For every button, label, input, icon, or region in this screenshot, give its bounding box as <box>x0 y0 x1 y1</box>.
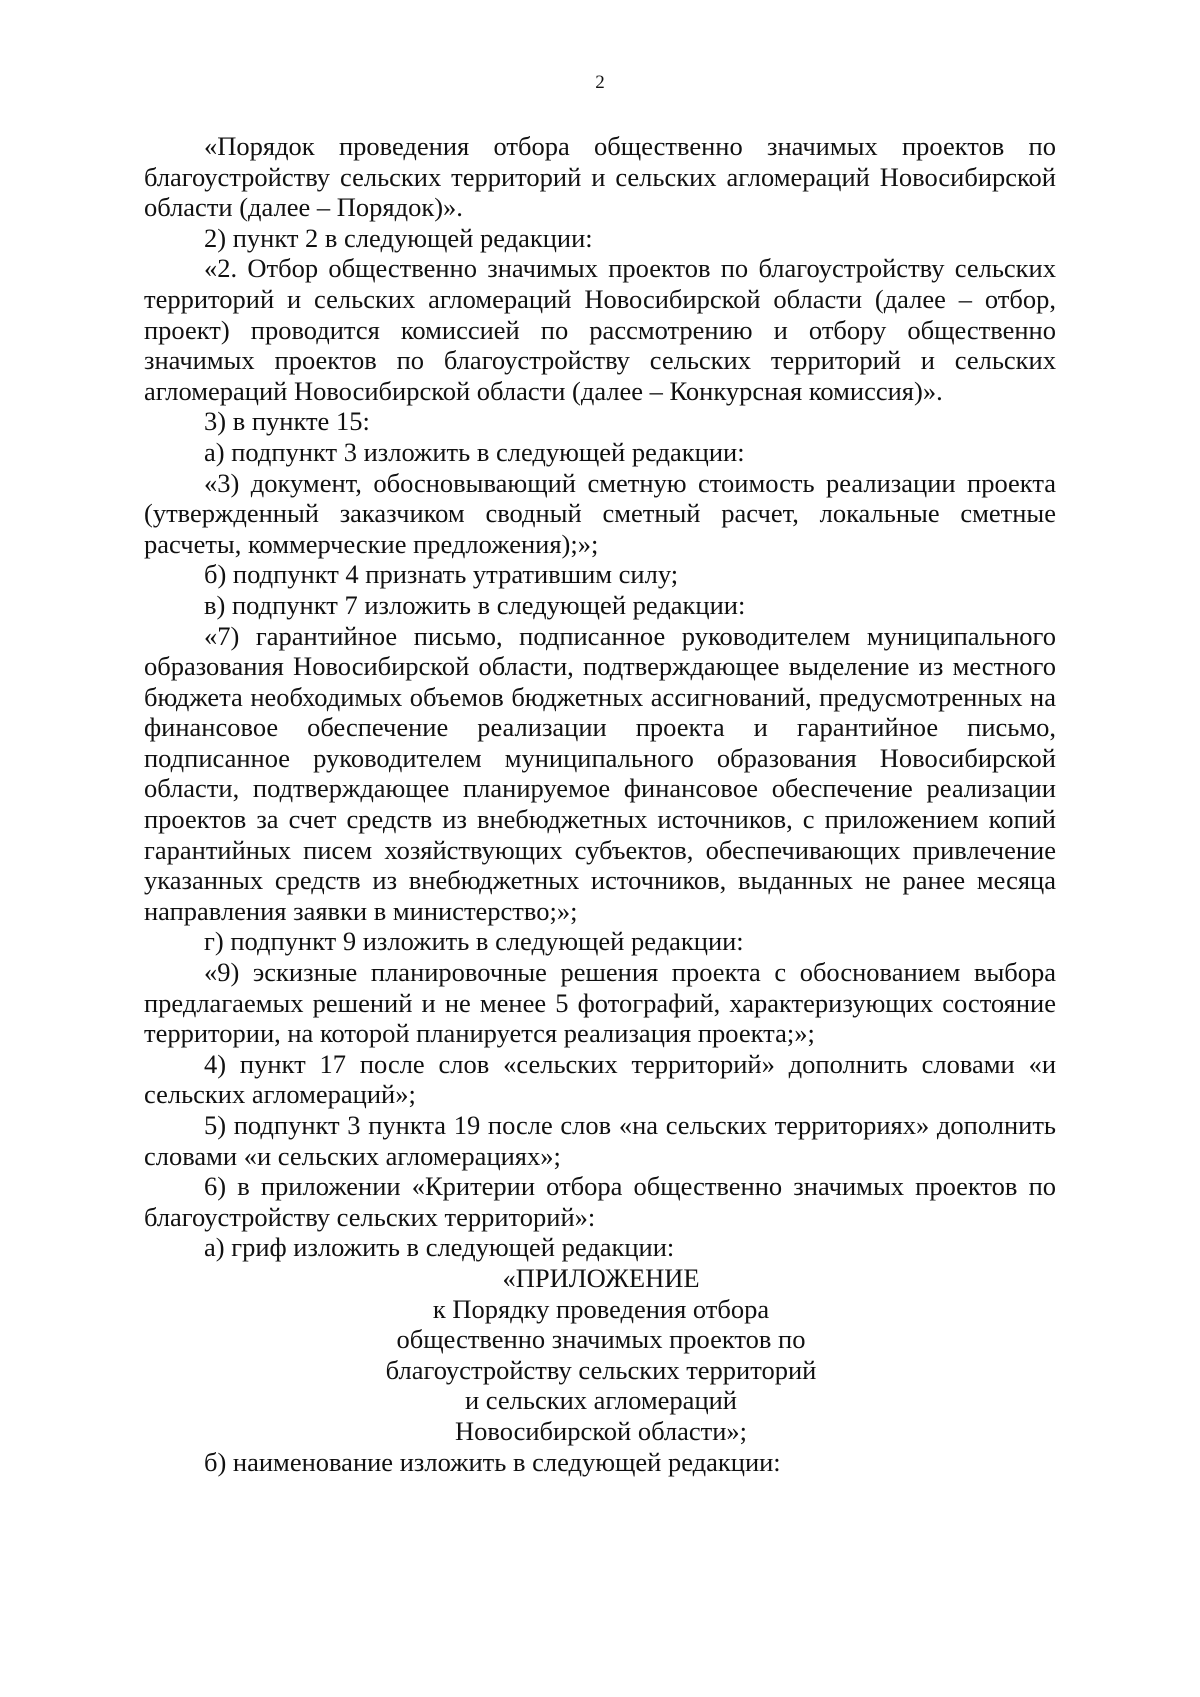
paragraph-procedure-title: «Порядок проведения отбора общественно значимых проектов по благоустройству сельских территорий и сельских агломераций Новосибирской области (далее – Порядок)». <box>144 131 1056 223</box>
paragraph-subitem-a: а) подпункт 3 изложить в следующей редакции: <box>204 436 745 467</box>
paragraph-subitem-b: б) подпункт 4 признать утратившим силу; <box>204 559 679 590</box>
paragraph-subitem-g: г) подпункт 9 изложить в следующей редакции: <box>204 926 744 957</box>
grif-line: общественно значимых проектов по <box>396 1324 806 1355</box>
grif-line: к Порядку проведения отбора <box>432 1293 770 1324</box>
grif-line: благоустройству сельских территорий <box>385 1354 817 1385</box>
document-body <box>144 131 1056 1477</box>
paragraph-item-3: 3) в пункте 15: <box>204 406 370 437</box>
paragraph-item-5: 5) подпункт 3 пункта 19 после слов «на сельских территориях» дополнить словами «и сельских агломерациях»; <box>144 1110 1056 1171</box>
grif-line: Новосибирской области»; <box>454 1415 748 1446</box>
paragraph-name-instruction: б) наименование изложить в следующей редакции: <box>204 1446 781 1477</box>
paragraph-grif-instruction: а) гриф изложить в следующей редакции: <box>204 1232 675 1263</box>
paragraph-subitem-9-text: «9) эскизные планировочные решения проекта с обоснованием выбора предлагаемых решений и не менее 5 фотографий, характеризующих состояние территории, на которой планируется реализация проекта;»; <box>144 957 1056 1049</box>
paragraph-subitem-v: в) подпункт 7 изложить в следующей редакции: <box>204 589 746 620</box>
page-number: 2 <box>595 72 605 93</box>
paragraph-item-2-text: «2. Отбор общественно значимых проектов по благоустройству сельских территорий и сельских агломераций Новосибирской области (далее – отбор, проект) проводится комиссией по рассмотрению и отбору общественно значимых проектов по благоустройству сельских территорий и сельских агломераций Новосибирской области (далее – Конкурсная комиссия)». <box>144 253 1056 406</box>
paragraph-item-2: 2) пункт 2 в следующей редакции: <box>204 222 593 253</box>
paragraph-subitem-3-text: «3) документ, обосновывающий сметную стоимость реализации проекта (утвержденный заказчиком сводный сметный расчет, локальные сметные расчеты, коммерческие предложения);»; <box>144 467 1056 559</box>
grif-line: «ПРИЛОЖЕНИЕ <box>502 1262 700 1293</box>
paragraph-subitem-7-text: «7) гарантийное письмо, подписанное руководителем муниципального образования Новосибирской области, подтверждающее выделение из местного бюджета необходимых объемов бюджетных ассигнований, предусмотренных на финансовое обеспечение реализации проекта и гарантийное письмо, подписанное руководителем муниципального образования Новосибирской области, подтверждающее планируемое финансовое обеспечение реализации проектов за счет средств из внебюджетных источников, с приложением копий гарантийных писем хозяйствующих субъектов, обеспечивающих привлечение указанных средств из внебюджетных источников, выданных не ранее месяца направления заявки в министерство;»; <box>144 620 1056 926</box>
grif-block <box>144 1263 836 1447</box>
paragraph-item-6: 6) в приложении «Критерии отбора общественно значимых проектов по благоустройству сельских территорий»: <box>144 1171 1056 1232</box>
paragraph-item-4: 4) пункт 17 после слов «сельских территорий» дополнить словами «и сельских агломераций»; <box>144 1048 1056 1110</box>
grif-line: и сельских агломераций <box>464 1385 737 1416</box>
